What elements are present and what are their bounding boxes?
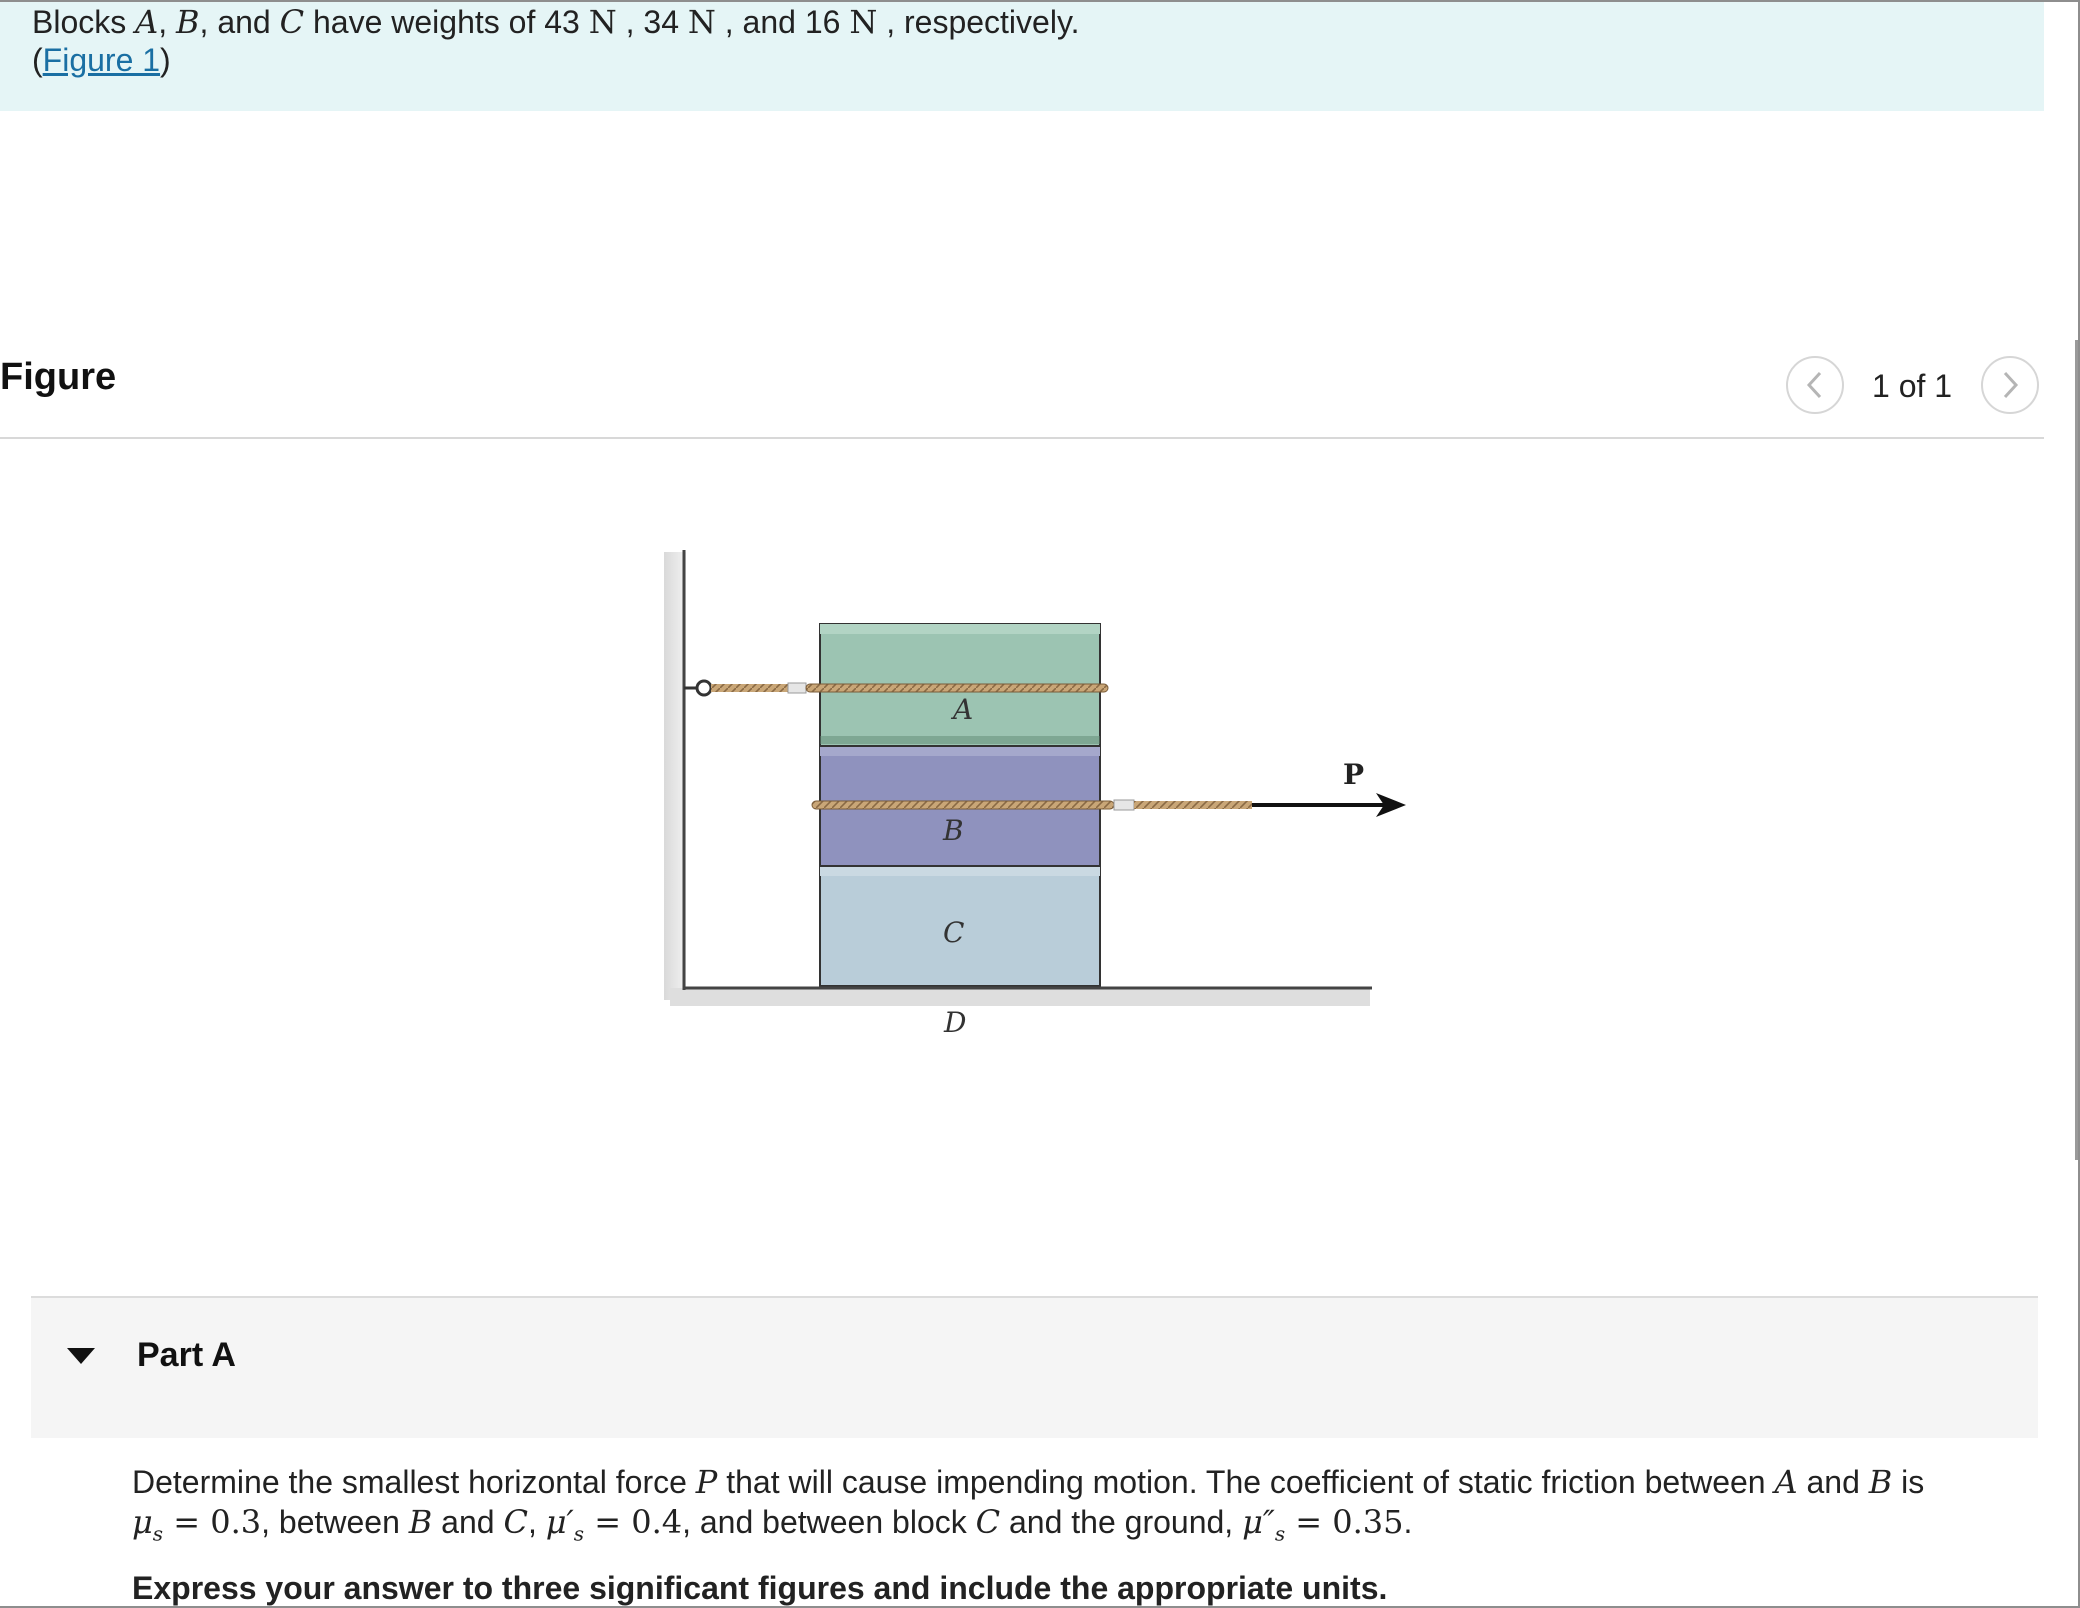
unit-newton: N	[588, 3, 617, 41]
math-c: C	[503, 1503, 528, 1541]
caret-down-icon[interactable]	[67, 1348, 95, 1364]
mu-prime-symbol: μ′	[545, 1503, 574, 1541]
mu-double-prime-subscript: s	[1274, 1521, 1286, 1546]
intro-text: have weights of 43	[304, 4, 589, 40]
mu-s-value: = 0.3	[163, 1503, 262, 1541]
math-c: C	[975, 1503, 1001, 1541]
math-a: A	[1774, 1463, 1798, 1501]
label-a: A	[953, 693, 974, 726]
question-text-run: and the ground,	[1000, 1504, 1243, 1540]
next-figure-button[interactable]	[1981, 356, 2039, 414]
block-a-shadow	[820, 736, 1100, 744]
figure-pager: 1 of 1	[1872, 368, 1953, 404]
label-p: P	[1343, 758, 1365, 791]
block-a-highlight	[820, 624, 1100, 634]
math-p: P	[695, 1463, 718, 1501]
rope-b-loop	[812, 801, 1114, 809]
answer-instruction: Express your answer to three significant figures and include the appropriate units.	[132, 1570, 1388, 1606]
rope-a-left	[711, 684, 788, 692]
chevron-left-icon	[1804, 370, 1826, 400]
label-b: B	[943, 814, 964, 847]
part-a-title[interactable]: Part A	[137, 1336, 236, 1374]
previous-figure-button[interactable]	[1786, 356, 1844, 414]
question-text-run: .	[1403, 1504, 1413, 1540]
intro-text: , respectively.	[877, 4, 1080, 40]
block-b-highlight	[820, 746, 1100, 756]
figure-reference	[32, 40, 171, 80]
mu-double-prime-value: = 0.35	[1285, 1503, 1404, 1541]
question-text-run: that will cause impending motion. The coefficient of static friction between	[717, 1464, 1775, 1500]
question-text-run: and	[432, 1504, 504, 1540]
problem-statement	[32, 2, 1079, 42]
figure-1-link[interactable]: Figure 1	[42, 42, 161, 78]
unit-newton: N	[849, 3, 878, 41]
math-block-a: A	[135, 3, 159, 41]
question-text	[132, 1462, 2022, 1553]
figure-divider	[0, 437, 2044, 439]
mu-prime-subscript: s	[573, 1521, 585, 1546]
math-block-b: B	[176, 3, 200, 41]
question-text-run: ,	[527, 1504, 546, 1540]
intro-text: Blocks	[32, 4, 136, 40]
mu-prime-value: = 0.4	[584, 1503, 683, 1541]
rope-b-clamp	[1114, 800, 1134, 810]
blocks-figure	[0, 440, 2040, 1039]
intro-text: ,	[158, 4, 177, 40]
ground-shading	[670, 988, 1370, 1006]
block-c-highlight	[820, 866, 1100, 876]
chevron-right-icon	[1999, 370, 2021, 400]
label-c: C	[943, 916, 965, 949]
problem-intro-panel	[0, 2, 2044, 111]
math-block-c: C	[279, 3, 305, 41]
scrollbar-thumb[interactable]	[2075, 340, 2078, 1160]
intro-text: , and	[199, 4, 280, 40]
mu-double-prime-symbol: μ″	[1242, 1503, 1275, 1541]
math-b: B	[1868, 1463, 1893, 1501]
question-text-run: , between	[261, 1504, 409, 1540]
part-a-header[interactable]	[31, 1298, 2038, 1438]
rope-a-clamp	[788, 683, 806, 693]
label-d: D	[944, 1006, 967, 1039]
question-text-run: and	[1797, 1464, 1869, 1500]
figure-heading: Figure	[0, 356, 117, 398]
question-text-run: Determine the smallest horizontal force	[132, 1464, 696, 1500]
question-paragraph	[132, 1462, 2022, 1553]
paren: )	[160, 42, 171, 78]
paren: (	[32, 42, 43, 78]
rope-b-right	[1134, 801, 1252, 809]
question-text-run: , and between block	[682, 1504, 976, 1540]
intro-text: , 34	[616, 4, 688, 40]
question-text-run: is	[1892, 1464, 1925, 1500]
mu-s-symbol: μ	[132, 1503, 153, 1541]
mu-s-subscript: s	[152, 1521, 164, 1546]
unit-newton: N	[687, 3, 716, 41]
intro-text: , and 16	[715, 4, 850, 40]
math-b: B	[408, 1503, 433, 1541]
wall-anchor-ring	[697, 681, 711, 695]
rope-a-loop	[806, 684, 1108, 692]
